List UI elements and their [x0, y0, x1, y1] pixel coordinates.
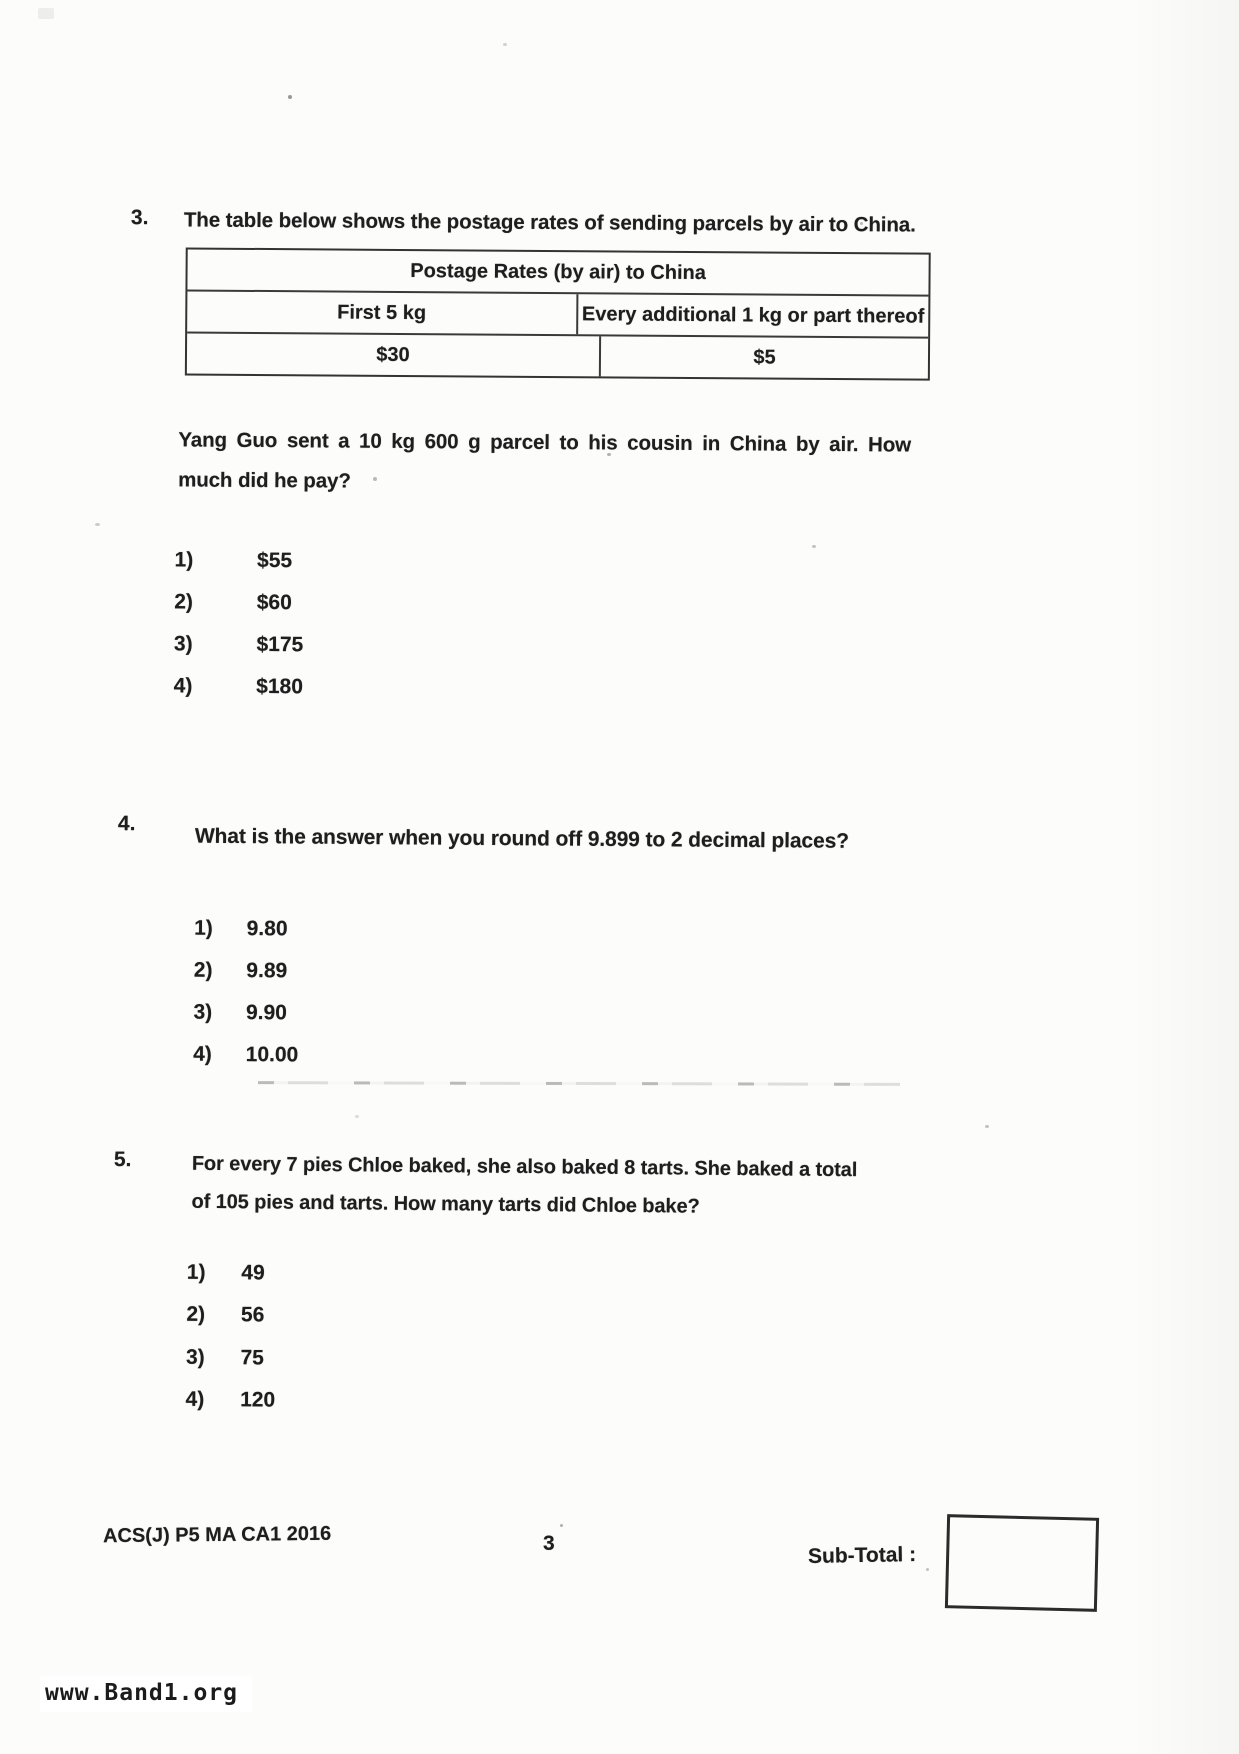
option-row	[193, 1043, 298, 1068]
scan-speck	[38, 8, 54, 19]
option-value: $180	[256, 674, 304, 699]
question-5-stem-line2: of 105 pies and tarts. How many tarts did Chloe bake?	[191, 1190, 700, 1218]
option-value: 75	[240, 1346, 265, 1370]
table-value-additional-kg: $5	[753, 346, 776, 369]
option-row	[174, 632, 303, 657]
scan-speck	[926, 1568, 929, 1571]
option-value: 9.89	[246, 959, 288, 983]
scan-speck	[373, 477, 377, 481]
scan-speck	[985, 1125, 989, 1128]
option-value: 10.00	[245, 1043, 299, 1067]
scan-speck	[355, 1115, 359, 1118]
option-label: 1)	[186, 1260, 206, 1284]
option-row	[187, 1261, 265, 1286]
option-row	[174, 590, 292, 615]
option-label: 4)	[185, 1387, 205, 1411]
scan-speck	[560, 1524, 563, 1527]
table-value-row	[187, 331, 928, 378]
option-value: $60	[256, 590, 292, 615]
postage-rates-table	[185, 247, 931, 380]
table-header-additional-kg: Every additional 1 kg or part thereof	[581, 303, 925, 328]
scan-speck	[607, 453, 611, 456]
table-value-first-5kg: $30	[187, 333, 601, 376]
option-value: 49	[241, 1261, 265, 1285]
option-row	[174, 548, 292, 573]
watermark-band1: www.Band1.org	[40, 1676, 252, 1712]
scan-speck	[860, 222, 863, 225]
option-label: 2)	[174, 590, 194, 614]
option-label: 4)	[193, 1042, 212, 1066]
option-row	[194, 917, 288, 942]
option-label: 3)	[193, 1000, 213, 1024]
option-label: 1)	[174, 548, 194, 572]
question-4-number: 4.	[117, 812, 136, 836]
subtotal-box	[945, 1514, 1099, 1612]
option-label: 3)	[173, 632, 193, 656]
option-value: $55	[257, 548, 293, 573]
question-3-body-line1: Yang Guo sent a 10 kg 600 g parcel to his cousin in China by air. How	[178, 428, 912, 457]
footer-page-number: 3	[543, 1532, 555, 1555]
question-3-body-line2: much did he pay?	[178, 468, 351, 493]
option-row	[193, 1001, 287, 1026]
option-row	[194, 959, 288, 984]
option-value: 9.90	[245, 1001, 287, 1025]
option-label: 3)	[185, 1345, 205, 1369]
option-row	[174, 674, 303, 699]
option-value: 120	[240, 1388, 276, 1412]
pencil-smudge-line	[258, 1081, 900, 1086]
scan-speck	[95, 523, 100, 526]
option-value: 9.80	[246, 917, 288, 941]
option-row	[186, 1346, 264, 1371]
option-value: 56	[240, 1303, 265, 1327]
option-label: 1)	[194, 916, 213, 940]
question-4-stem: What is the answer when you round off 9.899 to 2 decimal places?	[194, 824, 850, 853]
question-5-stem-line1: For every 7 pies Chloe baked, she also baked 8 tarts. She baked a total	[191, 1152, 858, 1182]
scan-speck	[288, 95, 292, 99]
option-label: 2)	[193, 958, 213, 982]
table-header-first-5kg: First 5 kg	[187, 291, 578, 334]
option-row	[185, 1388, 275, 1413]
scan-speck	[503, 43, 507, 46]
table-title: Postage Rates (by air) to China	[410, 260, 706, 285]
footer-doc-code: ACS(J) P5 MA CA1 2016	[102, 1522, 332, 1548]
scan-speck	[812, 545, 816, 548]
option-row	[186, 1303, 264, 1328]
option-label: 4)	[173, 674, 193, 698]
question-3-number: 3.	[130, 206, 149, 230]
option-label: 2)	[186, 1302, 206, 1326]
table-title-row	[187, 249, 928, 294]
table-header-row	[187, 289, 928, 336]
option-value: $175	[256, 632, 304, 657]
question-5-number: 5.	[113, 1148, 132, 1172]
subtotal-label: Sub-Total :	[807, 1543, 917, 1568]
question-3-stem: The table below shows the postage rates of sending parcels by air to China.	[183, 208, 916, 237]
question-3	[1, 0, 1239, 699]
